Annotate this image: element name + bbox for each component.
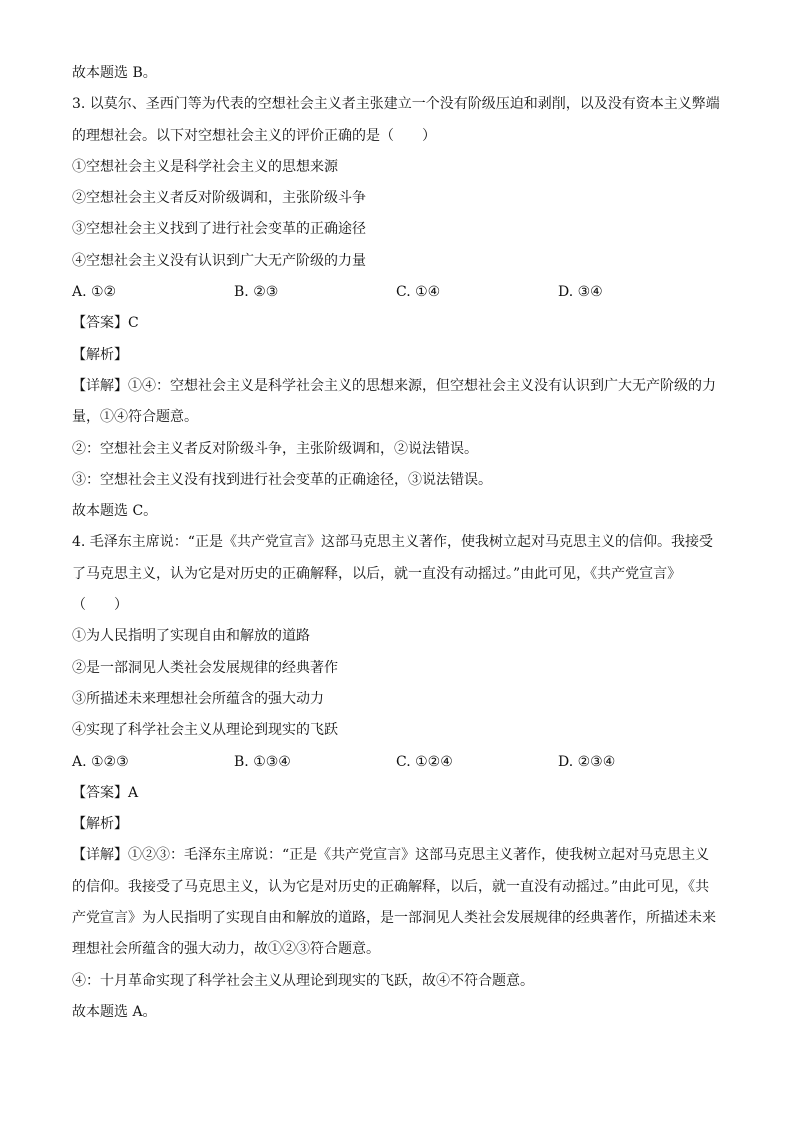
q3-options [72,277,732,308]
q3-analysis-label: 【解析】 [72,346,128,363]
q4-detail-line-4: 理想社会所蕴含的强大动力，故①②③符合题意。 [72,941,380,958]
q4-option-c: C. ①②④ [396,753,453,770]
q4-stem-line-3: （ ） [72,597,128,614]
q3-statement-4: ④空想社会主义没有认识到广大无产阶级的力量 [72,252,366,269]
q2-conclusion: 故本题选 B。 [72,65,157,81]
q4-statement-3: ③所描述未来理想社会所蕴含的强大动力 [72,690,324,707]
q4-analysis-label: 【解析】 [72,816,128,833]
q3-detail-line-4: ③：空想社会主义没有找到进行社会变革的正确途径，③说法错误。 [72,471,492,488]
q4-detail-line-1: 【详解】①②③：毛泽东主席说：“正是《共产党宣言》这部马克思主义著作，使我树立起对马克思主义 [72,847,710,864]
q4-statement-4: ④实现了科学社会主义从理论到现实的飞跃 [72,722,338,739]
q3-stem-line-2: 的理想社会。以下对空想社会主义的评价正确的是（ ） [72,127,436,144]
q3-answer: 【答案】C [72,315,139,332]
q3-detail-line-2: 量，①④符合题意。 [72,409,198,426]
q4-stem-line-1: 4. 毛泽东主席说：“正是《共产党宣言》这部马克思主义著作，使我树立起对马克思主义的信仰。我接受 [72,534,713,551]
q4-options [72,747,732,778]
q4-conclusion: 故本题选 A。 [72,1003,157,1020]
q3-option-d: D. ③④ [558,284,603,301]
q4-statement-2: ②是一部洞见人类社会发展规律的经典著作 [72,659,338,676]
q4-detail-line-5: ④：十月革命实现了科学社会主义从理论到现实的飞跃，故④不符合题意。 [72,972,534,989]
q3-detail-line-3: ②：空想社会主义者反对阶级斗争，主张阶级调和，②说法错误。 [72,440,478,457]
q3-option-a: A. ①② [72,284,117,301]
q3-statement-1: ①空想社会主义是科学社会主义的思想来源 [72,158,338,175]
q3-detail-line-1: 【详解】①④：空想社会主义是科学社会主义的思想来源，但空想社会主义没有认识到广大无产阶级的力 [72,377,716,394]
q4-statement-1: ①为人民指明了实现自由和解放的道路 [72,628,310,645]
q3-conclusion: 故本题选 C。 [72,503,158,520]
q4-option-b: B. ①③④ [234,753,291,770]
q3-option-b: B. ②③ [234,284,279,301]
q3-option-c: C. ①④ [396,284,441,301]
q4-answer: 【答案】A [72,784,139,801]
q4-detail-line-3: 产党宣言》为人民指明了实现自由和解放的道路，是一部洞见人类社会发展规律的经典著作，所描述未来 [72,910,716,927]
q4-option-d: D. ②③④ [558,753,616,770]
q3-statement-2: ②空想社会主义者反对阶级调和，主张阶级斗争 [72,190,366,207]
q4-detail-line-2: 的信仰。我接受了马克思主义，认为它是对历史的正确解释，以后，就一直没有动摇过。”由此可见，《共 [72,878,710,895]
q4-option-a: A. ①②③ [72,753,129,770]
q3-statement-3: ③空想社会主义找到了进行社会变革的正确途径 [72,221,366,238]
q4-stem-line-2: 了马克思主义，认为它是对历史的正确解释，以后，就一直没有动摇过。”由此可见，《共产党宣言》 [72,565,682,582]
document-page [72,58,732,1028]
q3-stem-line-1: 3. 以莫尔、圣西门等为代表的空想社会主义者主张建立一个没有阶级压迫和剥削，以及没有资本主义弊端 [72,96,720,113]
